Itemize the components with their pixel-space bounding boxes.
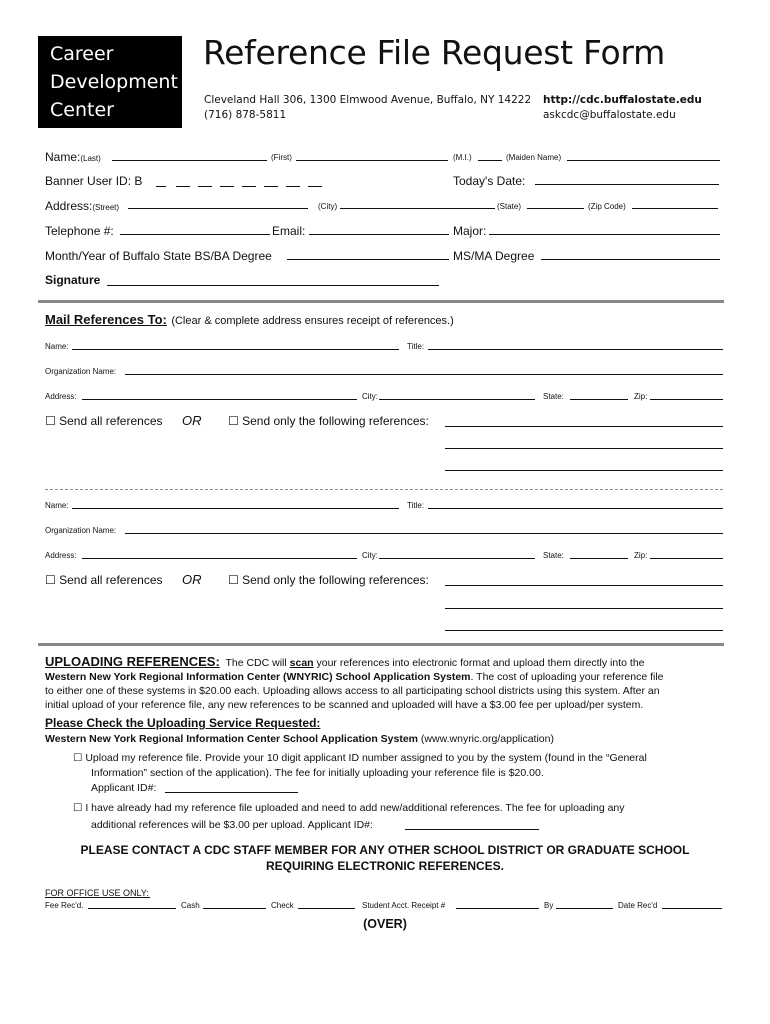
recipient-2-or-label: OR [182, 572, 202, 587]
banner-digit-6[interactable] [264, 186, 278, 187]
banner-digit-7[interactable] [286, 186, 300, 187]
office-use-underline [45, 897, 150, 898]
cash-field[interactable] [203, 908, 266, 909]
applicant-id-1-field[interactable] [165, 792, 298, 793]
recipient-2-city-field[interactable] [379, 558, 535, 559]
recipient-1-reference-line-1[interactable] [445, 426, 723, 427]
recipient-2-zip-label: Zip: [634, 551, 648, 560]
city-field[interactable] [340, 208, 495, 209]
check-label: Check [271, 901, 294, 910]
first-name-field[interactable] [296, 160, 448, 161]
recipient-1-city-field[interactable] [379, 399, 535, 400]
recipient-1-reference-line-2[interactable] [445, 448, 723, 449]
date-recd-field[interactable] [662, 908, 722, 909]
recipient-1-reference-line-3[interactable] [445, 470, 723, 471]
recipient-1-name-label: Name: [45, 342, 69, 351]
office-address: Cleveland Hall 306, 1300 Elmwood Avenue, Buffalo, NY 14222 [204, 94, 532, 106]
form-title: Reference File Request Form [203, 33, 665, 72]
recipient-2-name-label: Name: [45, 501, 69, 510]
uploading-heading: UPLOADING REFERENCES: [45, 654, 220, 669]
section-divider [38, 300, 724, 303]
recipient-1-zip-label: Zip: [634, 392, 648, 401]
todays-date-label: Today's Date: [453, 174, 526, 188]
upload-intro-a: The CDC will [225, 657, 290, 669]
applicant-id-1-label: Applicant ID#: [91, 782, 157, 794]
recipient-divider [45, 489, 723, 490]
recipient-2-zip-field[interactable] [650, 558, 723, 559]
recipient-1-address-label: Address: [45, 392, 77, 401]
banner-digit-8[interactable] [308, 186, 322, 187]
applicant-id-2-field[interactable] [405, 829, 539, 830]
major-label: Major: [453, 224, 487, 238]
logo-line-2: Development [50, 71, 178, 93]
by-label: By [544, 901, 554, 910]
upload-cost-text: . The cost of uploading your reference file [470, 671, 664, 683]
email-label: Email: [272, 224, 306, 238]
wnyric-system-line: Western New York Regional Information Center School Application System (www.wnyric.org/application) [45, 733, 554, 745]
logo-line-1: Career [50, 43, 114, 65]
upload-line-3: to either one of these systems in $20.00 each. Uploading allows access to all participating school districts using this system. After an [45, 685, 660, 697]
major-field[interactable] [489, 234, 720, 235]
date-recd-label: Date Rec'd [618, 901, 658, 910]
maiden-label: (Maiden Name) [506, 153, 562, 162]
telephone-field[interactable] [120, 234, 270, 235]
recipient-1-send-all-checkbox[interactable]: ☐ Send all references [45, 414, 163, 428]
mi-label: (M.I.) [453, 153, 472, 162]
email-link[interactable]: askcdc@buffalostate.edu [543, 109, 676, 121]
ms-degree-label: MS/MA Degree [453, 249, 535, 263]
recipient-2-state-label: State: [543, 551, 564, 560]
zip-field[interactable] [632, 208, 718, 209]
logo-line-3: Center [50, 99, 114, 121]
telephone-label: Telephone #: [45, 224, 114, 238]
recipient-2-org-label: Organization Name: [45, 526, 117, 535]
recipient-1-send-only-checkbox[interactable]: ☐ Send only the following references: [228, 414, 429, 428]
recipient-2-org-field[interactable] [125, 533, 723, 534]
check-service-heading: Please Check the Uploading Service Requested: [45, 716, 321, 730]
state-field[interactable] [527, 208, 584, 209]
recipient-2-address-field[interactable] [82, 558, 357, 559]
uploading-references-section [45, 655, 725, 712]
recipient-2-send-all-checkbox[interactable]: ☐ Send all references [45, 573, 163, 587]
banner-digit-4[interactable] [220, 186, 234, 187]
contact-cdc-notice [0, 842, 770, 874]
recipient-2-address-label: Address: [45, 551, 77, 560]
upload-line-4: initial upload of your reference file, any new references to be scanned and uploaded will have a $3.00 fee per upload/per system. [45, 699, 644, 711]
cash-label: Cash [181, 901, 200, 910]
upload-intro-b: your references into electronic format and upload them directly into the [313, 657, 645, 669]
maiden-name-field[interactable] [567, 160, 720, 161]
cdc-logo [38, 36, 182, 128]
website-link[interactable]: http://cdc.buffalostate.edu [543, 94, 702, 106]
recipient-1-state-field[interactable] [570, 399, 628, 400]
recipient-1-or-label: OR [182, 413, 202, 428]
by-field[interactable] [556, 908, 613, 909]
email-field[interactable] [309, 234, 449, 235]
contact-line-1: PLEASE CONTACT A CDC STAFF MEMBER FOR ANY OTHER SCHOOL DISTRICT OR GRADUATE SCHOOL [80, 843, 690, 857]
recipient-1-title-label: Title: [407, 342, 425, 351]
upload-intro-scan: scan [289, 657, 314, 669]
receipt-label: Student Acct. Receipt # [362, 901, 446, 910]
upload-option-1-checkbox[interactable]: ☐ Upload my reference file. Provide your 10 digit applicant ID number assigned to you by the system (found in the “General [73, 752, 647, 764]
recipient-2-city-label: City: [362, 551, 378, 560]
recipient-1-org-label: Organization Name: [45, 367, 117, 376]
office-use-heading: FOR OFFICE USE ONLY: [45, 888, 149, 898]
first-label: (First) [271, 153, 292, 162]
city-label: (City) [318, 202, 338, 211]
upload-system-name: Western New York Regional Information Center (WNYRIC) School Application System [45, 671, 471, 683]
recipient-2-reference-line-2[interactable] [445, 608, 723, 609]
recipient-1-state-label: State: [543, 392, 564, 401]
zip-label: (Zip Code) [588, 202, 626, 211]
upload-option-1-line-2: Information” section of the application). The fee for initially uploading your reference file is $20.00. [91, 767, 544, 779]
receipt-field[interactable] [456, 908, 539, 909]
todays-date-field[interactable] [535, 184, 719, 185]
banner-digit-1[interactable] [156, 186, 166, 187]
upload-option-2-line-2: additional references will be $3.00 per upload. Applicant ID#: [91, 819, 373, 831]
banner-digit-2[interactable] [176, 186, 190, 187]
recipient-2-send-only-checkbox[interactable]: ☐ Send only the following references: [228, 573, 429, 587]
last-name-field[interactable] [112, 160, 267, 161]
state-label: (State) [497, 202, 522, 211]
recipient-1-zip-field[interactable] [650, 399, 723, 400]
signature-label: Signature [45, 273, 101, 287]
upload-option-2-checkbox[interactable]: ☐ I have already had my reference file uploaded and need to add new/additional references. The fee for uploading any [73, 802, 625, 814]
recipient-1-address-field[interactable] [82, 399, 357, 400]
over-label: (OVER) [363, 917, 407, 931]
recipient-2-state-field[interactable] [570, 558, 628, 559]
banner-digit-3[interactable] [198, 186, 212, 187]
recipient-2-title-field[interactable] [428, 508, 723, 509]
contact-line-2: REQUIRING ELECTRONIC REFERENCES. [265, 859, 505, 873]
address-label: Address:(Street) [45, 199, 120, 213]
banner-digit-5[interactable] [242, 186, 256, 187]
mail-references-heading: Mail References To: (Clear & complete address ensures receipt of references.) [45, 312, 454, 327]
recipient-2-reference-line-1[interactable] [445, 585, 723, 586]
recipient-1-city-label: City: [362, 392, 378, 401]
ms-degree-field[interactable] [541, 259, 720, 260]
name-label: Name:(Last) [45, 150, 101, 164]
signature-field[interactable] [107, 285, 439, 286]
mi-field[interactable] [478, 160, 502, 161]
recipient-1-org-field[interactable] [125, 374, 723, 375]
recipient-1-title-field[interactable] [428, 349, 723, 350]
bs-degree-label: Month/Year of Buffalo State BS/BA Degree [45, 249, 272, 263]
bs-degree-field[interactable] [287, 259, 449, 260]
recipient-2-reference-line-3[interactable] [445, 630, 723, 631]
recipient-2-name-field[interactable] [72, 508, 399, 509]
recipient-2-title-label: Title: [407, 501, 425, 510]
office-phone: (716) 878-5811 [204, 109, 287, 121]
street-field[interactable] [128, 208, 308, 209]
banner-id-label: Banner User ID: B [45, 174, 143, 188]
check-field[interactable] [298, 908, 355, 909]
fee-recd-label: Fee Rec'd. [45, 901, 84, 910]
fee-recd-field[interactable] [88, 908, 176, 909]
recipient-1-name-field[interactable] [72, 349, 399, 350]
section-divider-2 [38, 643, 724, 646]
